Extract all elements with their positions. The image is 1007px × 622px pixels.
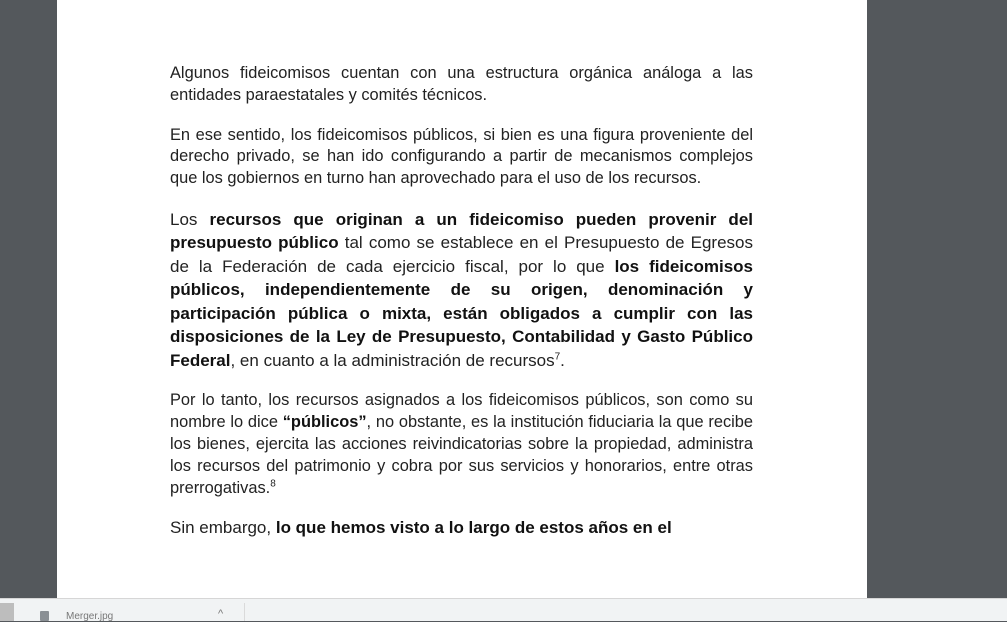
paragraph-3-text-4: . <box>560 350 565 370</box>
download-item[interactable] <box>30 605 240 621</box>
footnote-ref-7: 7 <box>554 351 561 363</box>
paragraph-3-bold-1: recursos que originan a un fideicomiso pueden provenir del presupuesto público <box>170 209 753 253</box>
paragraph-3-text-2: tal como se establece en el Presupuesto de Egresos de la Federación de cada ejercicio fiscal, por lo que <box>170 233 754 276</box>
paragraph-4-bold-1: “públicos” <box>282 413 367 432</box>
download-bar <box>0 598 1007 621</box>
paragraph-4 <box>170 390 753 499</box>
paragraph-3-text-1: Los <box>170 209 210 229</box>
paragraph-2: En ese sentido, los fideicomisos públicos, si bien es una figura proveniente del derecho privado, se han ido configurando a partir de mecanismos complejos que los gobiernos en turno han aprovechado para el uso de los recursos. <box>170 125 753 188</box>
paragraph-5-text-1: Sin embargo, <box>170 518 276 538</box>
paragraph-3-bold-2: los fideicomisos públicos, independientemente de su origen, denominación y participación pública o mixta, están obligados a cumplir con las disposiciones de la Ley de Presupuesto, Contabilidad y Gasto Público Federal <box>170 256 754 370</box>
paragraph-3-text-3: , en cuanto a la administración de recursos <box>230 350 555 370</box>
download-bar-edge <box>0 603 14 621</box>
paragraph-5-bold-1: lo que hemos visto a lo largo de estos años en el <box>275 518 672 538</box>
paragraph-4-text-2: , no obstante, es la institución fiduciaria la que recibe los bienes, ejercita las acciones reivindicatorias sobre la propiedad, administra los recursos del patrimonio y cobra por sus servicios y honorarios, entre otras prerrogativas. <box>170 413 754 497</box>
chevron-up-icon[interactable]: ^ <box>218 608 224 620</box>
paragraph-3 <box>170 208 753 373</box>
document-content <box>170 63 753 555</box>
paragraph-1: Algunos fideicomisos cuentan con una estructura orgánica análoga a las entidades paraestatales y comités técnicos. <box>170 64 753 104</box>
paragraph-4-text-1: Por lo tanto, los recursos asignados a los fideicomisos públicos, son como su nombre lo dice <box>170 391 753 432</box>
paragraph-5 <box>170 517 753 539</box>
footnote-ref-8: 8 <box>270 478 276 490</box>
download-bar-separator <box>244 603 245 621</box>
document-page <box>57 0 867 598</box>
download-item-name: Merger.jpg <box>66 611 114 622</box>
